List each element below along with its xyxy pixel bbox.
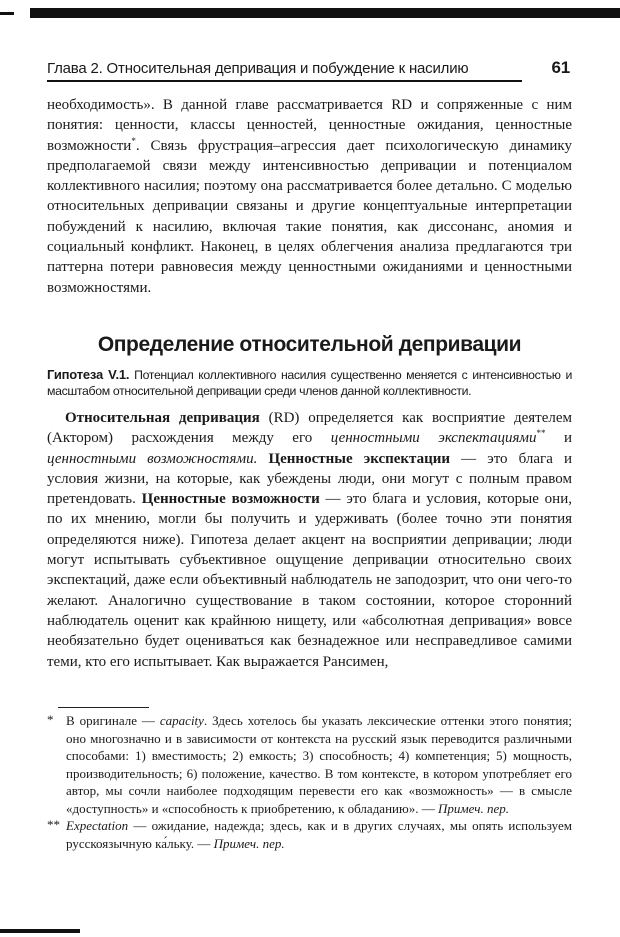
footnote-1-note: Примеч. пер. <box>437 800 509 816</box>
header-rule <box>47 80 522 82</box>
intro-text-b: . Связь фрустрация–агрессия дает психологическую динамику предполагаемой связи между интенсивностью депривации и потенциалом коллективного насилия; поэтому она рассматривается более детально. С моделью относительных депривации связаны и другие концептуальные интерпретации побуждений к насилию, включая такие понятия, как диссонанс, аномия и социальный конфликт. Наконец, в целях облегчения анализа предлагаются три паттерна потери равновесия между ценностными ожиданиями и ценностными возможностями. <box>47 137 572 296</box>
main-text-11: — это блага и условия, которые они, по их мнению, могли бы получить и удерживать (более точно эти понятия определяются ниже). Гипотеза делает акцент на восприятии депривации; люди могут испытывать субъективное ощущение депривации относительно своих экспектаций, даже если объективный наблюдатель не заподозрит, что они чего-то желают. Аналогично существование в таком состоянии, которое сторонний наблюдатель оценит как крайнюю нищету, или «абсолютная депривация» вовсе необязательно будет оцениваться как безнадежное или несправедливое самими теми, кто его испытывает. Как выражается Рансимен, <box>47 491 572 670</box>
footnote-1 <box>47 712 572 817</box>
top-left-tick <box>0 12 14 15</box>
footnote-1-mark: * <box>47 712 54 727</box>
footnotes <box>47 712 572 852</box>
main-text-2: (RD) определяется как восприятие деятелем (Актором) расхождения между его <box>47 410 572 447</box>
top-decorative-bar <box>30 8 620 18</box>
main-text-7 <box>257 451 268 467</box>
term-value-capabilities-italic: ценностными возможностями. <box>47 450 258 467</box>
hypothesis-label: Гипотеза V.1. <box>47 367 130 382</box>
footnote-1-text-c: . Здесь хотелось бы указать лексические оттенки этого понятия; оно многозначно и в зависимости от контекста на русский язык переводится различными способами: 1) вместимость; 2) емкость; 3) способность; 4) компетенция; 5) мощность, производительность; 6) положение, качество. В том контексте, в котором употребляет его автор, мы сочли наиболее подходящим перевести его как «возможность» — в смысле «доступность» и «способность к приобретению, к обладанию». — <box>66 713 573 816</box>
intro-paragraph <box>47 95 572 298</box>
footnote-2-text-b: — ожидание, надежда; здесь, как и в других случаях, мы опять используем русскоязычную ка́льку. — <box>66 818 572 851</box>
term-value-expectations: Ценностные экспектации <box>268 450 451 467</box>
term-relative-deprivation: Относительная депривация <box>65 410 260 426</box>
footnote-1-text-a: В оригинале — <box>66 713 160 728</box>
main-text-9: — это блага и условия жизни, на которые, как убеждены люди, они могут с полным правом претендовать. <box>47 450 573 508</box>
footnote-2-term: Expectation <box>66 818 129 833</box>
main-paragraph <box>47 408 572 672</box>
bottom-decorative-bar <box>0 929 80 933</box>
intro-text-a: необходимость». В данной главе рассматривается RD и сопряженные с ним понятия: ценности, классы ценностей, ценностные ожидания, ценностные возможности <box>47 97 572 154</box>
hypothesis-block <box>47 367 572 399</box>
running-head <box>47 60 570 77</box>
footnote-2-mark: ** <box>47 817 60 832</box>
term-value-expectations-italic: ценностными экспектациями <box>330 430 537 447</box>
main-text-5: и <box>545 430 572 447</box>
footnote-2 <box>47 817 572 852</box>
footnote-ref-1: * <box>131 135 136 146</box>
footnote-ref-2: ** <box>536 428 546 439</box>
hypothesis-text: Потенциал коллективного насилия существенно меняется с интенсивностью и масштабом относительной депривации среди членов данной коллективности. <box>47 368 572 398</box>
footnote-rule <box>58 707 149 708</box>
page-number: 61 <box>551 58 570 77</box>
footnote-1-term: capacity <box>159 713 204 728</box>
term-value-capabilities: Ценностные возможности <box>141 491 320 508</box>
section-heading: Определение относительной депривации <box>97 333 522 356</box>
footnote-2-note: Примеч. пер. <box>213 835 285 851</box>
chapter-title: Глава 2. Относительная депривация и побуждение к насилию <box>47 60 469 77</box>
